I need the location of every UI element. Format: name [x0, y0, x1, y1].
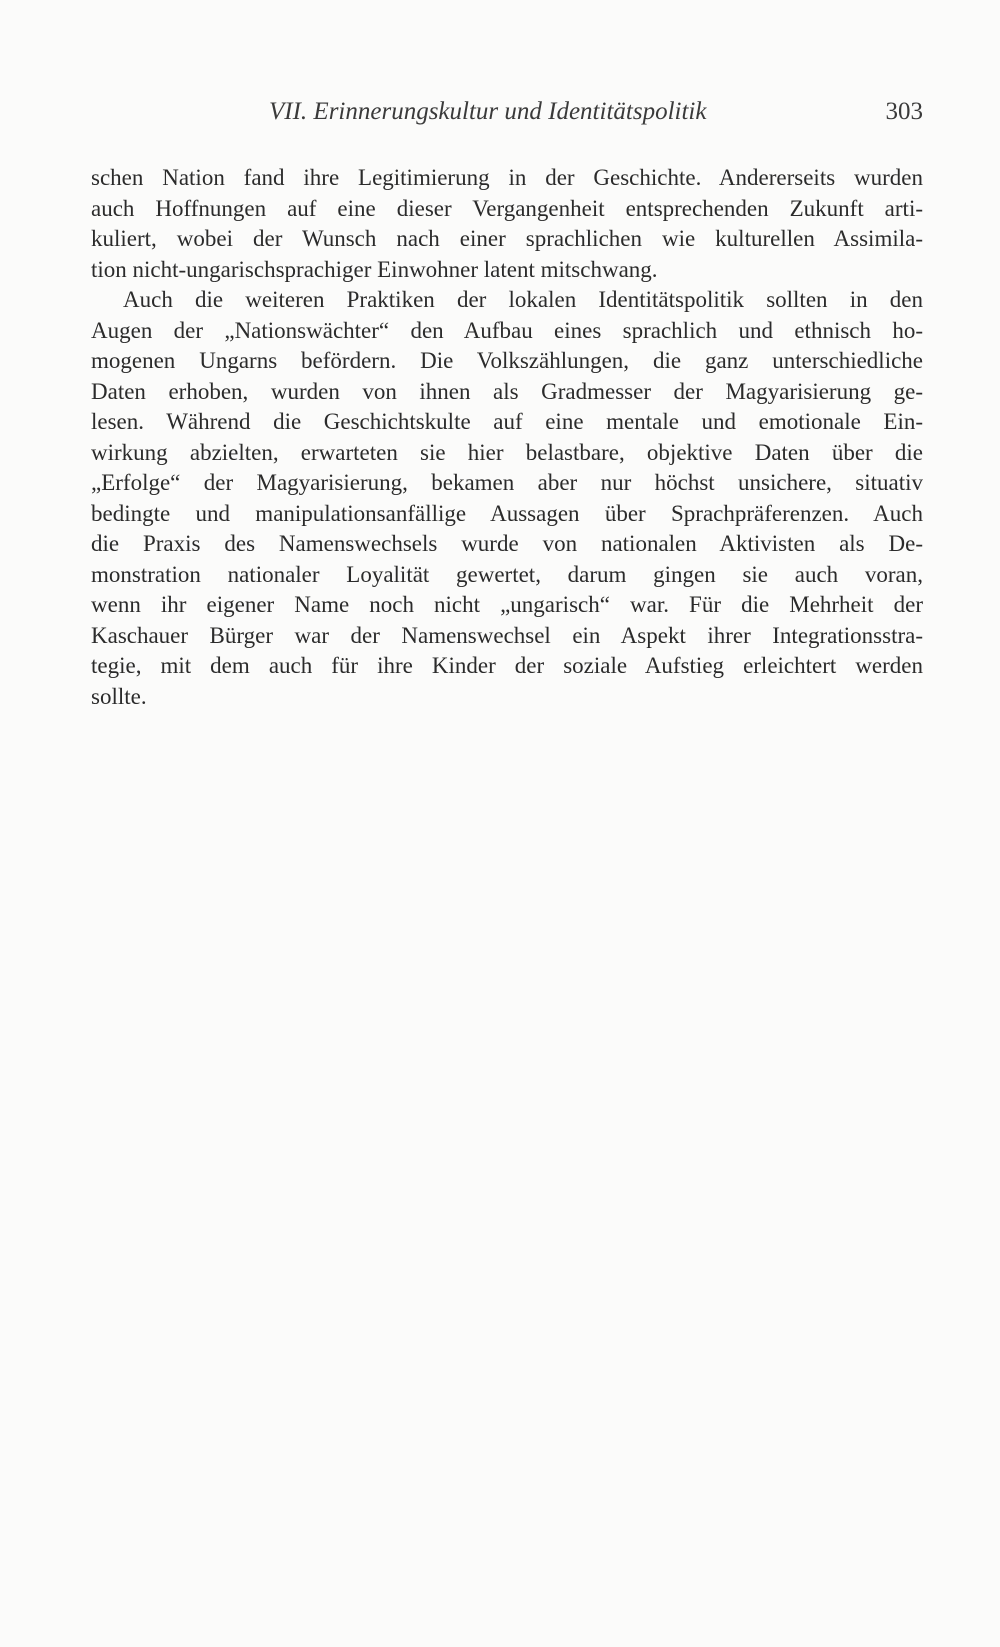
text-line: die Praxis des Namenswechsels wurde von nationalen Aktivisten als De-	[91, 531, 923, 556]
text-line: lesen. Während die Geschichtskulte auf eine mentale und emotionale Ein-	[91, 409, 923, 434]
page-number: 303	[885, 98, 923, 125]
text-line: sollte.	[91, 683, 147, 709]
text-line: auch Hoffnungen auf eine dieser Vergangenheit entsprechenden Zukunft arti-	[91, 195, 923, 221]
text-line: tion nicht-ungarischsprachiger Einwohner latent mitschwang.	[91, 256, 658, 282]
paragraph-2	[91, 285, 923, 712]
text-line: wenn ihr eigener Name noch nicht „ungarisch“ war. Für die Mehrheit der	[91, 592, 923, 617]
text-line: Daten erhoben, wurden von ihnen als Gradmesser der Magyarisierung ge-	[91, 378, 923, 404]
text-line: monstration nationaler Loyalität gewertet, darum gingen sie auch voran,	[91, 561, 923, 587]
text-line: Auch die weiteren Praktiken der lokalen Identitätspolitik sollten in den	[123, 287, 923, 312]
running-title: VII. Erinnerungskultur und Identitätspolitik	[269, 98, 707, 125]
text-line: Augen der „Nationswächter“ den Aufbau eines sprachlich und ethnisch ho-	[91, 317, 923, 343]
running-head	[91, 92, 923, 132]
text-line: schen Nation fand ihre Legitimierung in der Geschichte. Andererseits wurden	[91, 165, 923, 190]
paragraph-1	[91, 163, 923, 285]
text-line: „Erfolge“ der Magyarisierung, bekamen aber nur höchst unsichere, situativ	[91, 470, 923, 495]
text-line: mogenen Ungarns befördern. Die Volkszählungen, die ganz unterschiedliche	[91, 348, 923, 373]
text-line: Kaschauer Bürger war der Namenswechsel ein Aspekt ihrer Integrationsstra-	[91, 622, 923, 648]
text-line: kuliert, wobei der Wunsch nach einer sprachlichen wie kulturellen Assimila-	[91, 226, 923, 251]
text-line: wirkung abzielten, erwarteten sie hier belastbare, objektive Daten über die	[91, 439, 923, 465]
text-line: bedingte und manipulationsanfällige Aussagen über Sprachpräferenzen. Auch	[91, 500, 923, 526]
body-text	[91, 163, 923, 712]
text-line: tegie, mit dem auch für ihre Kinder der soziale Aufstieg erleichtert werden	[91, 653, 923, 678]
